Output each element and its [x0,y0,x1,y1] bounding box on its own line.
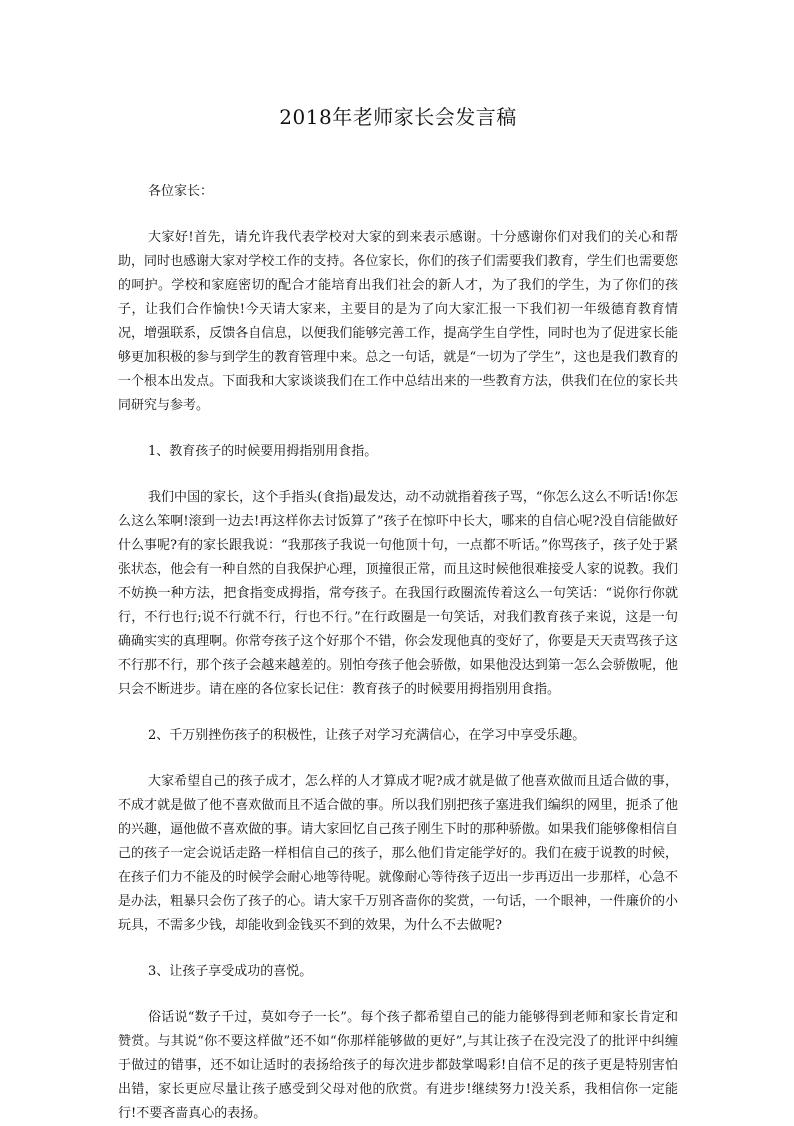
intro-paragraph: 大家好!首先，请允许我代表学校对大家的到来表示感谢。十分感谢你们对我们的关心和帮助，同时也感谢大家对学校工作的支持。各位家长，你们的孩子们需要我们教育，学生们也需要您的呵护。学校和家庭密切的配合才能培育出我们社会的新人才，为了我们的学生，为了你们的孩子，让我们合作愉快!今天请大家来，主要目的是为了向大家汇报一下我们初一年级德育教育情况，增强联系，反馈各自信息，以便我们能够完善工作，提高学生自学性，同时也为了促进家长能够更加积极的参与到学生的教育管理中来。总之一句话，就是“一切为了学生”，这也是我们教育的一个根本出发点。下面我和大家谈谈我们在工作中总结出来的一些教育方法，供我们在位的家长共同研究与参考。 [118,230,678,413]
section-1-paragraph: 我们中国的家长，这个手指头(食指)最发达，动不动就指着孩子骂，“你怎么这么不听话!你怎么这么笨啊!滚到一边去!再这样你去讨饭算了”孩子在惊吓中长大，哪来的自信心呢?没自信能做好什么事呢?有的家长跟我说：“我那孩子我说一句他顶十句，一点都不听话。”你骂孩子，孩子处于紧张状态，他会有一种自然的自我保护心理，顶撞很正常，而且这时候他很难接受人家的说教。我们不妨换一种方法，把食指变成拇指，常夸孩子。在我国行政圈流传着这么一句笑话：“说你行你就行，不行也行;说不行就不行，行也不行。”在行政圈是一句笑话，对我们教育孩子来说，这是一句确确实实的真理啊。你常夸孩子这个好那个不错，你会发现他真的变好了，你要是天天责骂孩子这不行那不行，那个孩子会越来越差的。别怕夸孩子他会骄傲，如果他没达到第一怎么会骄傲呢，他只会不断进步。请在座的各位家长记住：教育孩子的时候要用拇指别用食指。 [118,490,678,697]
section-2-paragraph: 大家希望自己的孩子成才，怎么样的人才算成才呢?成才就是做了他喜欢做而且适合做的事，不成才就是做了他不喜欢做而且不适合做的事。所以我们别把孩子塞进我们编织的网里，扼杀了他的兴趣，逼他做不喜欢做的事。请大家回忆自己孩子刚生下时的那种骄傲。如果我们能够像相信自己的孩子一定会说话走路一样相信自己的孩子，那么他们肯定能学好的。我们在疲于说教的时候，在孩子们力不能及的时候学会耐心地等待呢。就像耐心等待孩子迈出一步再迈出一步那样，心急不是办法，粗暴只会伤了孩子的心。请大家千万别吝啬你的奖赏，一句话，一个眼神，一件廉价的小玩具，不需多少钱，却能收到金钱买不到的效果，为什么不去做呢? [118,774,678,933]
document-title: 2018年老师家长会发言稿 [279,105,517,129]
section-3-paragraph: 俗话说“数子千过，莫如夸子一长”。每个孩子都希望自己的能力能够得到老师和家长肯定和赞赏。与其说“你不要这样做”还不如“你那样能够做的更好”,与其让孩子在没完没了的批评中纠缠于做过的错事，还不如让适时的表扬给孩子的每次进步都鼓掌喝彩!自信不足的孩子更是特别害怕出错，家长更应尽量让孩子感受到父母对他的欣赏。有进步!继续努力!没关系，我相信你一定能行!不要吝啬真心的表扬。 [118,1010,678,1121]
section-3-heading: 3、让孩子享受成功的喜悦。 [148,964,313,979]
section-2-heading: 2、千万别挫伤孩子的积极性，让孩子对学习充满信心，在学习中享受乐趣。 [148,728,586,743]
section-1-heading: 1、教育孩子的时候要用拇指别用食指。 [148,444,378,459]
salutation: 各位家长： [148,184,214,199]
document-page [118,0,678,1126]
